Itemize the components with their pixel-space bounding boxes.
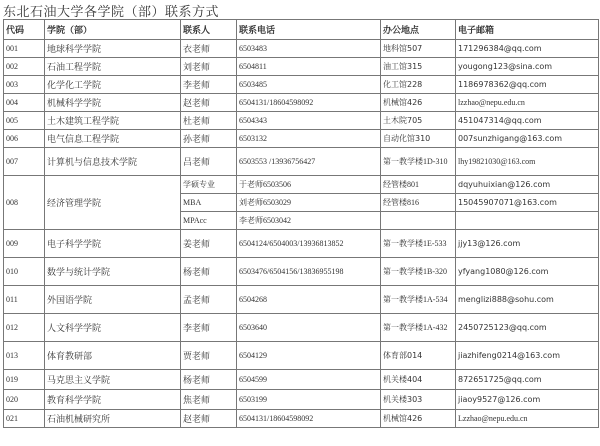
cell-office: 化工馆228 xyxy=(381,76,456,94)
cell-phone: 6503485 xyxy=(237,76,381,94)
cell-phone: 6504131/18604598092 xyxy=(237,410,381,428)
cell-code: 007 xyxy=(4,148,45,176)
cell-contact: 焦老师 xyxy=(181,390,237,410)
table-row xyxy=(4,176,599,194)
cell-phone: 6503476/6504156/13836955198 xyxy=(237,258,381,286)
cell-office: 经管楼801 xyxy=(381,176,456,194)
table-row xyxy=(4,370,599,390)
cell-college: 土木建筑工程学院 xyxy=(45,112,181,130)
table-row xyxy=(4,390,599,410)
cell-office: 油工馆315 xyxy=(381,58,456,76)
table-row xyxy=(4,40,599,58)
cell-code: 012 xyxy=(4,314,45,342)
cell-phone: 刘老师6503029 xyxy=(237,194,381,212)
cell-email: 2450725123@qq.com xyxy=(456,314,599,342)
cell-code: 020 xyxy=(4,390,45,410)
header-email: 电子邮箱 xyxy=(456,20,599,40)
cell-phone: 6503640 xyxy=(237,314,381,342)
table-row xyxy=(4,410,599,428)
cell-contact: 杨老师 xyxy=(181,370,237,390)
cell-email: 872651725@qq.com xyxy=(456,370,599,390)
cell-college: 教育科学学院 xyxy=(45,390,181,410)
header-phone: 联系电话 xyxy=(237,20,381,40)
cell-code: 006 xyxy=(4,130,45,148)
cell-contact: 李老师 xyxy=(181,76,237,94)
cell-college: 电气信息工程学院 xyxy=(45,130,181,148)
cell-contact: 姜老师 xyxy=(181,230,237,258)
cell-college: 机械科学学院 xyxy=(45,94,181,112)
cell-office: 自动化馆310 xyxy=(381,130,456,148)
cell-college: 马克思主义学院 xyxy=(45,370,181,390)
cell-email: jjy13@126.com xyxy=(456,230,599,258)
table-row xyxy=(4,230,599,258)
cell-phone: 6504124/6504003/13936813852 xyxy=(237,230,381,258)
table-row xyxy=(4,148,599,176)
table-row xyxy=(4,58,599,76)
cell-office: 机械馆426 xyxy=(381,410,456,428)
table-row xyxy=(4,94,599,112)
cell-contact: 刘老师 xyxy=(181,58,237,76)
cell-email: dqyuhuixian@126.com xyxy=(456,176,599,194)
cell-contact: 李老师 xyxy=(181,314,237,342)
cell-code: 019 xyxy=(4,370,45,390)
cell-contact: 孙老师 xyxy=(181,130,237,148)
cell-contact: 吕老师 xyxy=(181,148,237,176)
cell-code: 009 xyxy=(4,230,45,258)
cell-office: 体育部014 xyxy=(381,342,456,370)
cell-contact: 孟老师 xyxy=(181,286,237,314)
cell-email: menglizi888@sohu.com xyxy=(456,286,599,314)
cell-college: 地球科学学院 xyxy=(45,40,181,58)
cell-email xyxy=(456,212,599,230)
table-row xyxy=(4,342,599,370)
cell-college: 数学与统计学院 xyxy=(45,258,181,286)
table-row xyxy=(4,286,599,314)
header-college: 学院（部） xyxy=(45,20,181,40)
cell-code: 004 xyxy=(4,94,45,112)
cell-phone: 6503553 /13936756427 xyxy=(237,148,381,176)
cell-phone: 6503199 xyxy=(237,390,381,410)
cell-college: 计算机与信息技术学院 xyxy=(45,148,181,176)
cell-phone: 李老师6503042 xyxy=(237,212,381,230)
cell-contact: 学硕专业 xyxy=(181,176,237,194)
cell-code: 011 xyxy=(4,286,45,314)
cell-contact: 衣老师 xyxy=(181,40,237,58)
cell-email: yfyang1080@126.com xyxy=(456,258,599,286)
cell-code: 001 xyxy=(4,40,45,58)
cell-office: 机械馆426 xyxy=(381,94,456,112)
cell-phone: 6504343 xyxy=(237,112,381,130)
cell-code: 021 xyxy=(4,410,45,428)
cell-contact: MPAcc xyxy=(181,212,237,230)
cell-contact: MBA xyxy=(181,194,237,212)
table-row xyxy=(4,112,599,130)
cell-office xyxy=(381,212,456,230)
contact-table xyxy=(3,19,599,428)
cell-email: yougong123@sina.com xyxy=(456,58,599,76)
cell-email: jiaoy9527@126.com xyxy=(456,390,599,410)
table-row xyxy=(4,314,599,342)
cell-office: 第一教学楼1E-533 xyxy=(381,230,456,258)
cell-college: 外国语学院 xyxy=(45,286,181,314)
cell-email: lzzhao@nepu.edu.cn xyxy=(456,94,599,112)
cell-phone: 6504599 xyxy=(237,370,381,390)
header-office: 办公地点 xyxy=(381,20,456,40)
cell-phone: 6504811 xyxy=(237,58,381,76)
cell-college: 化学化工学院 xyxy=(45,76,181,94)
cell-code: 003 xyxy=(4,76,45,94)
cell-college: 体育教研部 xyxy=(45,342,181,370)
cell-phone: 6504129 xyxy=(237,342,381,370)
cell-office: 机关楼404 xyxy=(381,370,456,390)
cell-contact: 贾老师 xyxy=(181,342,237,370)
cell-college: 经济管理学院 xyxy=(45,176,181,230)
cell-office: 土木院705 xyxy=(381,112,456,130)
cell-email: 15045907071@163.com xyxy=(456,194,599,212)
cell-contact: 赵老师 xyxy=(181,410,237,428)
cell-code: 013 xyxy=(4,342,45,370)
table-row xyxy=(4,258,599,286)
cell-office: 地科馆507 xyxy=(381,40,456,58)
cell-contact: 杜老师 xyxy=(181,112,237,130)
cell-code: 005 xyxy=(4,112,45,130)
cell-phone: 6504131/18604598092 xyxy=(237,94,381,112)
cell-email: Lzzhao@nepu.edu.cn xyxy=(456,410,599,428)
cell-office: 第一教学楼1A-534 xyxy=(381,286,456,314)
cell-code: 010 xyxy=(4,258,45,286)
cell-email: 1186978362@qq.com xyxy=(456,76,599,94)
cell-email: 451047314@qq.com xyxy=(456,112,599,130)
cell-email: jiazhifeng0214@163.com xyxy=(456,342,599,370)
header-contact: 联系人 xyxy=(181,20,237,40)
cell-college: 电子科学学院 xyxy=(45,230,181,258)
table-row xyxy=(4,130,599,148)
cell-email: lhy19821030@163.com xyxy=(456,148,599,176)
cell-college: 石油机械研究所 xyxy=(45,410,181,428)
cell-office: 机关楼303 xyxy=(381,390,456,410)
cell-contact: 赵老师 xyxy=(181,94,237,112)
cell-email: 007sunzhigang@163.com xyxy=(456,130,599,148)
cell-office: 第一教学楼1B-320 xyxy=(381,258,456,286)
cell-office: 第一教学楼1D-310 xyxy=(381,148,456,176)
cell-phone: 于老师6503506 xyxy=(237,176,381,194)
cell-code: 002 xyxy=(4,58,45,76)
cell-email: 171296384@qq.com xyxy=(456,40,599,58)
cell-phone: 6503132 xyxy=(237,130,381,148)
cell-office: 第一教学楼1A-432 xyxy=(381,314,456,342)
cell-contact: 杨老师 xyxy=(181,258,237,286)
cell-phone: 6503483 xyxy=(237,40,381,58)
cell-code: 008 xyxy=(4,176,45,230)
header-code: 代码 xyxy=(4,20,45,40)
cell-college: 石油工程学院 xyxy=(45,58,181,76)
cell-phone: 6504268 xyxy=(237,286,381,314)
cell-college: 人文科学学院 xyxy=(45,314,181,342)
table-row xyxy=(4,76,599,94)
cell-office: 经管楼816 xyxy=(381,194,456,212)
page-title: 东北石油大学各学院（部）联系方式 xyxy=(3,5,220,20)
header-row xyxy=(4,20,599,40)
